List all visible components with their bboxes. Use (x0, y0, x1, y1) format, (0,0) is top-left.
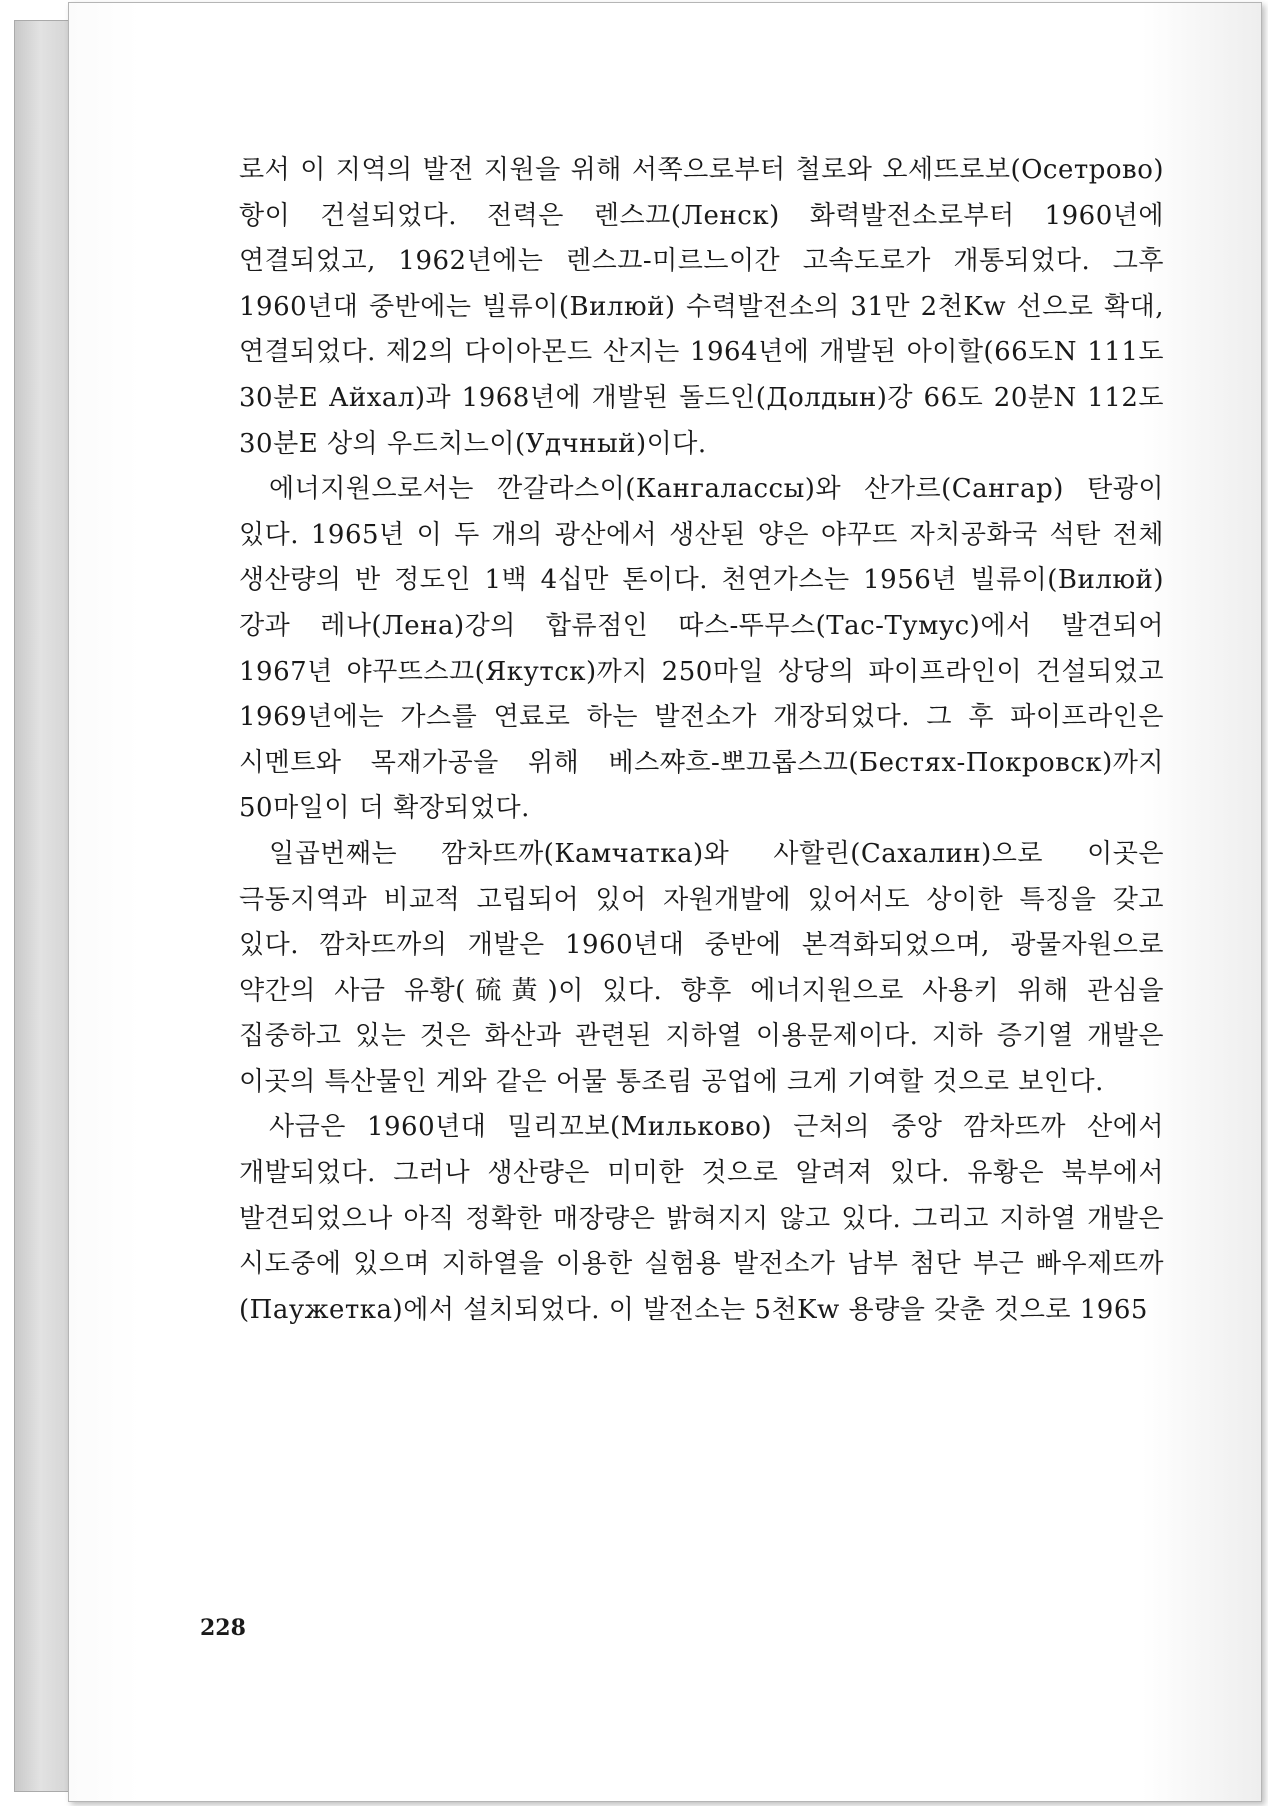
paragraph: 로서 이 지역의 발전 지원을 위해 서쪽으로부터 철로와 오세뜨로보(Осетрово)항이 건설되었다. 전력은 렌스끄(Ленск) 화력발전소로부터 1960년에 연결되었고, 1962년에는 렌스끄-미르느이간 고속도로가 개통되었다. 그후 1960년대 중반에는 빌류이(Вилюй) 수력발전소의 31만 2천Kw 선으로 확대, 연결되었다. 제2의 다이아몬드 산지는 1964년에 개발된 아이할(66도N 111도 30분E Айхал)과 1968년에 개발된 돌드인(Долдын)강 66도 20분N 112도 30분E 상의 우드치느이(Удчный)이다. (239, 155, 1164, 459)
page-body (239, 148, 1164, 1333)
page-number: 228 (200, 1615, 246, 1641)
paragraph: 에너지원으로서는 깐갈라스이(Кангалассы)와 산가르(Сангар) 탄광이 있다. 1965년 이 두 개의 광산에서 생산된 양은 야꾸뜨 자치공화국 석탄 전체 생산량의 반 정도인 1백 4십만 톤이다. 천연가스는 1956년 빌류이(Вилюй)강과 레나(Лена)강의 합류점인 따스-뚜무스(Тас-Тумус)에서 발견되어 1967년 야꾸뜨스끄(Якутск)까지 250마일 상당의 파이프라인이 건설되었고 1969년에는 가스를 연료로 하는 발전소가 개장되었다. 그 후 파이프라인은 시멘트와 목재가공을 위해 베스쨔흐-뽀끄롭스끄(Бестях-Покровск)까지 50마일이 더 확장되었다. (239, 474, 1164, 824)
paragraph: 일곱번째는 깜차뜨까(Камчатка)와 사할린(Сахалин)으로 이곳은 극동지역과 비교적 고립되어 있어 자원개발에 있어서도 상이한 특징을 갖고 있다. 깜차뜨까의 개발은 1960년대 중반에 본격화되었으며, 광물자원으로 약간의 사금 유황(硫黃)이 있다. 향후 에너지원으로 사용키 위해 관심을 집중하고 있는 것은 화산과 관련된 지하열 이용문제이다. 지하 증기열 개발은 이곳의 특산물인 게와 같은 어물 통조림 공업에 크게 기여할 것으로 보인다. (239, 838, 1164, 1097)
paragraph: 사금은 1960년대 밀리꼬보(Мильково) 근처의 중앙 깜차뜨까 산에서 개발되었다. 그러나 생산량은 미미한 것으로 알려져 있다. 유황은 북부에서 발견되었으나 아직 정확한 매장량은 밝혀지지 않고 있다. 그리고 지하열 개발은 시도중에 있으며 지하열을 이용한 실험용 발전소가 남부 첨단 부근 빠우제뜨까(Паужетка)에서 설치되었다. 이 발전소는 5천Kw 용량을 갖춘 것으로 1965 (239, 1112, 1165, 1325)
book-page (68, 2, 1262, 1802)
book-spine (14, 20, 72, 1792)
